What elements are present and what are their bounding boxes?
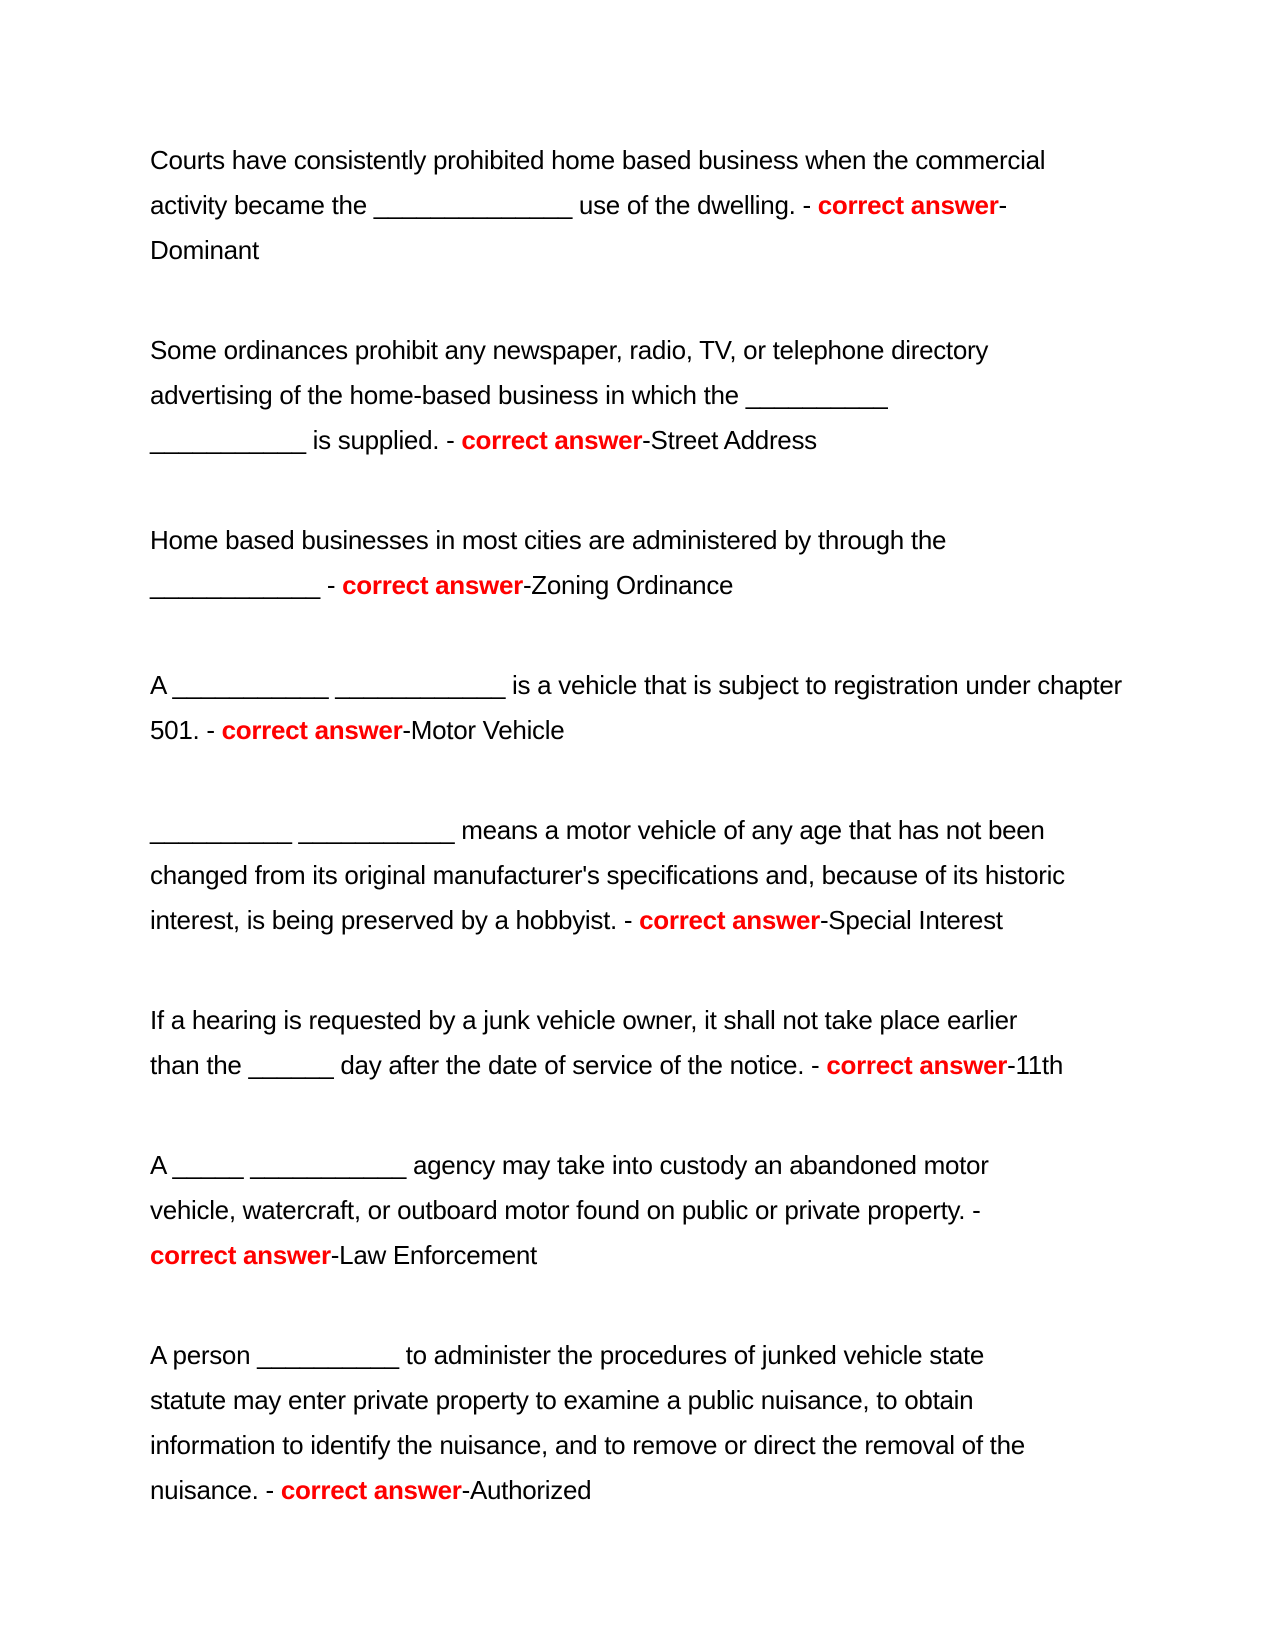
text-line bbox=[150, 328, 1127, 373]
text-line bbox=[150, 1233, 1127, 1278]
correct-answer-label: correct answer bbox=[221, 715, 403, 745]
text-line bbox=[150, 1378, 1127, 1423]
answer-text: -Authorized bbox=[461, 1475, 592, 1505]
text-line bbox=[150, 663, 1127, 708]
correct-answer-label: correct answer bbox=[639, 905, 820, 935]
question-text: A person __________ to administer the procedures of junked vehicle state bbox=[150, 1340, 985, 1370]
question-text: Some ordinances prohibit any newspaper, radio, TV, or telephone directory bbox=[150, 335, 989, 365]
correct-answer-label: correct answer bbox=[280, 1475, 462, 1505]
question-text: nuisance. - bbox=[150, 1475, 281, 1505]
text-line bbox=[150, 1143, 1127, 1188]
correct-answer-label: correct answer bbox=[150, 1240, 331, 1270]
text-line bbox=[150, 998, 1127, 1043]
answer-text: -Special Interest bbox=[819, 905, 1003, 935]
question-text: changed from its original manufacturer's specifications and, because of its historic bbox=[150, 860, 1065, 890]
text-line bbox=[150, 518, 1127, 563]
text-line bbox=[150, 853, 1127, 898]
question-text: Home based businesses in most cities are administered by through the bbox=[150, 525, 947, 555]
text-line bbox=[150, 183, 1127, 228]
question-text: Courts have consistently prohibited home based business when the commercial bbox=[150, 145, 1046, 175]
question-paragraph bbox=[150, 998, 1127, 1088]
question-paragraph bbox=[150, 808, 1127, 943]
text-line bbox=[150, 563, 1127, 608]
text-line bbox=[150, 1423, 1127, 1468]
correct-answer-label: correct answer bbox=[461, 425, 643, 455]
answer-text: -Motor Vehicle bbox=[402, 715, 565, 745]
text-line bbox=[150, 1188, 1127, 1233]
text-line bbox=[150, 898, 1127, 943]
question-text: information to identify the nuisance, and to remove or direct the removal of the bbox=[150, 1430, 1025, 1460]
correct-answer-label: correct answer bbox=[342, 570, 523, 600]
question-text: If a hearing is requested by a junk vehicle owner, it shall not take place earlier bbox=[150, 1005, 1018, 1035]
text-line bbox=[150, 138, 1127, 183]
question-paragraph bbox=[150, 1333, 1127, 1513]
question-text: advertising of the home-based business in which the __________ bbox=[150, 380, 888, 410]
question-text: 501. - bbox=[150, 715, 222, 745]
text-line bbox=[150, 808, 1127, 853]
question-text: ____________ - bbox=[150, 570, 343, 600]
correct-answer-label: correct answer bbox=[817, 190, 999, 220]
question-text: vehicle, watercraft, or outboard motor found on public or private property. - bbox=[150, 1195, 981, 1225]
question-text: statute may enter private property to examine a public nuisance, to obtain bbox=[150, 1385, 974, 1415]
question-text: A ___________ ____________ is a vehicle that is subject to registration under chapter bbox=[150, 670, 1122, 700]
answer-text: -Street Address bbox=[642, 425, 817, 455]
text-line bbox=[150, 228, 1127, 273]
question-text: interest, is being preserved by a hobbyist. - bbox=[150, 905, 640, 935]
question-paragraph bbox=[150, 138, 1127, 273]
question-text: than the ______ day after the date of service of the notice. - bbox=[150, 1050, 827, 1080]
answer-text: - bbox=[998, 190, 1007, 220]
question-paragraph bbox=[150, 518, 1127, 608]
question-text: activity became the ______________ use of the dwelling. - bbox=[150, 190, 818, 220]
text-line bbox=[150, 418, 1127, 463]
text-line bbox=[150, 1468, 1127, 1513]
answer-text: -11th bbox=[1007, 1050, 1063, 1080]
text-line bbox=[150, 1333, 1127, 1378]
question-paragraph bbox=[150, 328, 1127, 463]
question-text: A _____ ___________ agency may take into custody an abandoned motor bbox=[150, 1150, 989, 1180]
answer-text: -Law Enforcement bbox=[330, 1240, 537, 1270]
question-text: __________ ___________ means a motor vehicle of any age that has not been bbox=[150, 815, 1045, 845]
question-paragraph bbox=[150, 1143, 1127, 1278]
answer-text: -Zoning Ordinance bbox=[522, 570, 734, 600]
text-line bbox=[150, 373, 1127, 418]
answer-text: Dominant bbox=[150, 235, 259, 265]
question-paragraph bbox=[150, 663, 1127, 753]
question-text: ___________ is supplied. - bbox=[150, 425, 462, 455]
text-line bbox=[150, 1043, 1127, 1088]
correct-answer-label: correct answer bbox=[826, 1050, 1008, 1080]
text-line bbox=[150, 708, 1127, 753]
